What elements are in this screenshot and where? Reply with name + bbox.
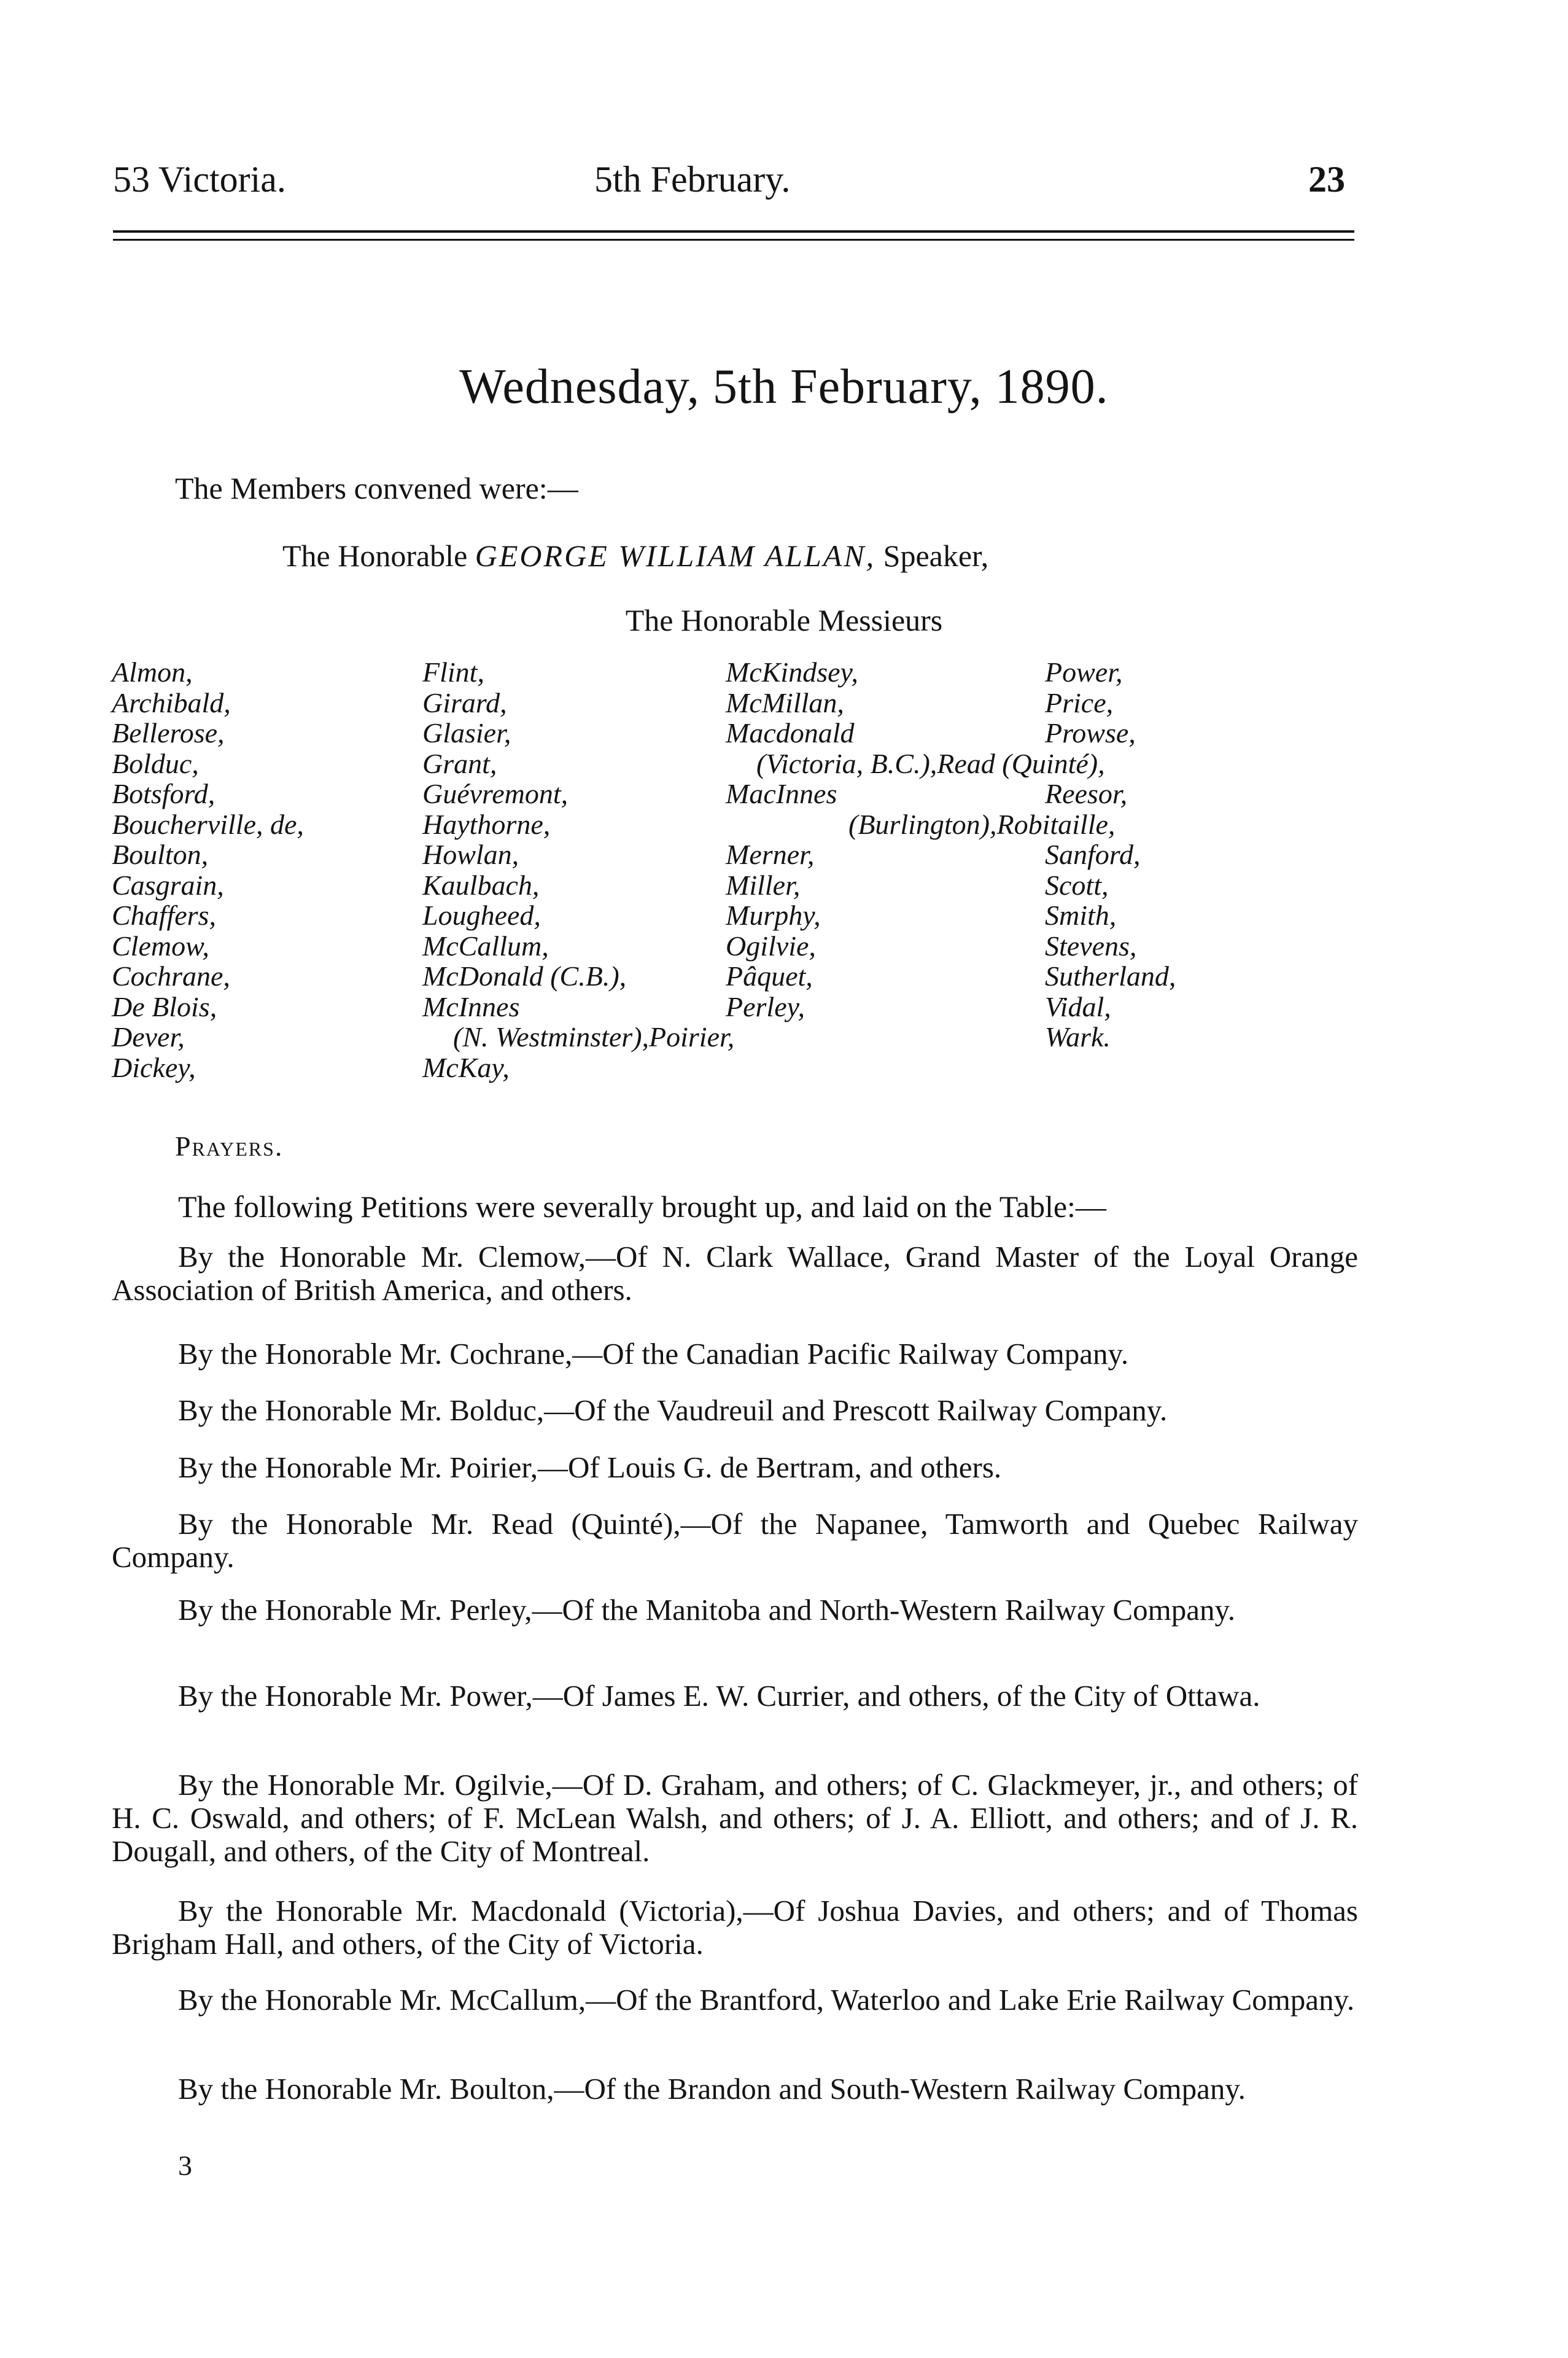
petition-entry: By the Honorable Mr. Bolduc,—Of the Vaudreuil and Prescott Railway Company. <box>178 1393 1168 1427</box>
speaker-title: Speaker, <box>883 539 989 573</box>
member-name: MacInnes <box>726 778 837 809</box>
member-name: Glasier, <box>422 717 511 749</box>
member-name: Flint, <box>422 656 484 688</box>
member-name: Clemow, <box>112 930 209 962</box>
petition-entry: By the Honorable Mr. Poirier,—Of Louis G. de Bertram, and others. <box>178 1450 1002 1484</box>
member-name: Chaffers, <box>112 900 216 931</box>
member-name: Sutherland, <box>1045 960 1176 992</box>
speaker-line <box>282 540 988 571</box>
member-name: Archibald, <box>112 687 231 718</box>
header-rule-thick <box>113 230 1354 233</box>
member-name: Reesor, <box>1045 778 1128 809</box>
petition-entry: By the Honorable Mr. Cochrane,—Of the Canadian Pacific Railway Company. <box>178 1337 1129 1371</box>
member-name: Prowse, <box>1045 717 1136 749</box>
member-name: Cochrane, <box>112 960 230 992</box>
member-name: McDonald (C.B.), <box>422 960 627 992</box>
running-head-session: 53 Victoria. <box>113 159 286 200</box>
member-name: Boucherville, de, <box>112 808 304 840</box>
petition-entry: By the Honorable Mr. Boulton,—Of the Brandon and South-Western Railway Company. <box>178 2072 1246 2106</box>
petition-entry: By the Honorable Mr. McCallum,—Of the Brantford, Waterloo and Lake Erie Railway Company. <box>178 1983 1355 2017</box>
member-name: (Burlington),Robitaille, <box>848 808 1116 840</box>
header-rule-thin <box>113 239 1354 241</box>
member-name: Casgrain, <box>112 869 224 901</box>
member-name: McKindsey, <box>726 656 858 688</box>
members-column-2 <box>422 657 734 1083</box>
member-name: Girard, <box>422 687 507 718</box>
member-name: Scott, <box>1045 869 1109 901</box>
members-convened-label: The Members convened were:— <box>175 471 578 505</box>
member-name: Grant, <box>422 747 497 779</box>
speaker-prefix: The Honorable <box>282 539 468 573</box>
petitions-intro: The following Petitions were severally brought up, and laid on the Table:— <box>178 1189 1106 1224</box>
member-name: De Blois, <box>112 990 217 1022</box>
member-name-spacer <box>1045 749 1176 779</box>
member-name: Almon, <box>112 656 193 688</box>
member-name: Guévremont, <box>422 778 569 809</box>
member-name: McMillan, <box>726 687 844 718</box>
sitting-date-title: Wednesday, 5th February, 1890. <box>459 360 1109 414</box>
member-name: Dever, <box>112 1021 185 1053</box>
petition-entry: By the Honorable Mr. Ogilvie,—Of D. Graham, and others; of C. Glackmeyer, jr., and others; of H. C. Oswald, and others; of F. McLean Walsh, and others; of J. A. Elliott, and others; and of J. R. Dougall, and others, of the City of Montreal. <box>112 1768 1358 1868</box>
member-name: Ogilvie, <box>726 930 816 962</box>
member-name: Botsford, <box>112 778 215 809</box>
member-name: Vidal, <box>1045 990 1111 1022</box>
page-number: 23 <box>1308 159 1345 200</box>
member-name: Wark. <box>1045 1021 1111 1053</box>
member-name: Lougheed, <box>422 900 541 931</box>
member-name: Kaulbach, <box>422 869 540 901</box>
member-name: Pâquet, <box>726 960 813 992</box>
member-name: Power, <box>1045 656 1123 688</box>
member-name: Bolduc, <box>112 747 199 779</box>
member-name: Boulton, <box>112 839 209 870</box>
members-column-4 <box>1045 657 1176 1053</box>
member-name: Sanford, <box>1045 839 1141 870</box>
petition-entry: By the Honorable Mr. Perley,—Of the Manitoba and North-Western Railway Company. <box>178 1593 1236 1627</box>
member-name: Merner, <box>726 839 815 870</box>
member-name: Dickey, <box>112 1051 196 1083</box>
messieurs-heading: The Honorable Messieurs <box>625 603 943 637</box>
running-head-date: 5th February. <box>594 159 791 200</box>
member-name: Macdonald <box>726 717 855 749</box>
members-column-1 <box>112 657 304 1083</box>
member-name: Price, <box>1045 687 1114 718</box>
member-name: McCallum, <box>422 930 549 962</box>
prayers-heading: Prayers. <box>175 1130 284 1162</box>
member-name: Murphy, <box>726 900 821 931</box>
member-name: Bellerose, <box>112 717 225 749</box>
speaker-name: GEORGE WILLIAM ALLAN, <box>475 539 876 573</box>
member-name: Stevens, <box>1045 930 1137 962</box>
member-name: Perley, <box>726 990 805 1022</box>
petition-entry: By the Honorable Mr. Power,—Of James E. W. Currier, and others, of the City of Ottawa. <box>178 1679 1260 1713</box>
member-name: (Victoria, B.C.),Read (Quinté), <box>756 747 1105 779</box>
member-name: McKay, <box>422 1051 510 1083</box>
member-name: Smith, <box>1045 900 1117 931</box>
member-name: Miller, <box>726 869 801 901</box>
member-name: Haythorne, <box>422 808 551 840</box>
petition-entry: By the Honorable Mr. Clemow,—Of N. Clark Wallace, Grand Master of the Loyal Orange Association of British America, and others. <box>112 1240 1358 1307</box>
member-name: Howlan, <box>422 839 519 870</box>
member-name: McInnes <box>422 990 520 1022</box>
signature-mark: 3 <box>178 2150 192 2181</box>
member-name-spacer <box>1045 809 1176 840</box>
member-name: (N. Westminster),Poirier, <box>453 1021 735 1053</box>
petition-entry: By the Honorable Mr. Read (Quinté),—Of the Napanee, Tamworth and Quebec Railway Company. <box>112 1507 1358 1574</box>
petition-entry: By the Honorable Mr. Macdonald (Victoria),—Of Joshua Davies, and others; and of Thomas Brigham Hall, and others, of the City of Victoria. <box>112 1894 1358 1961</box>
